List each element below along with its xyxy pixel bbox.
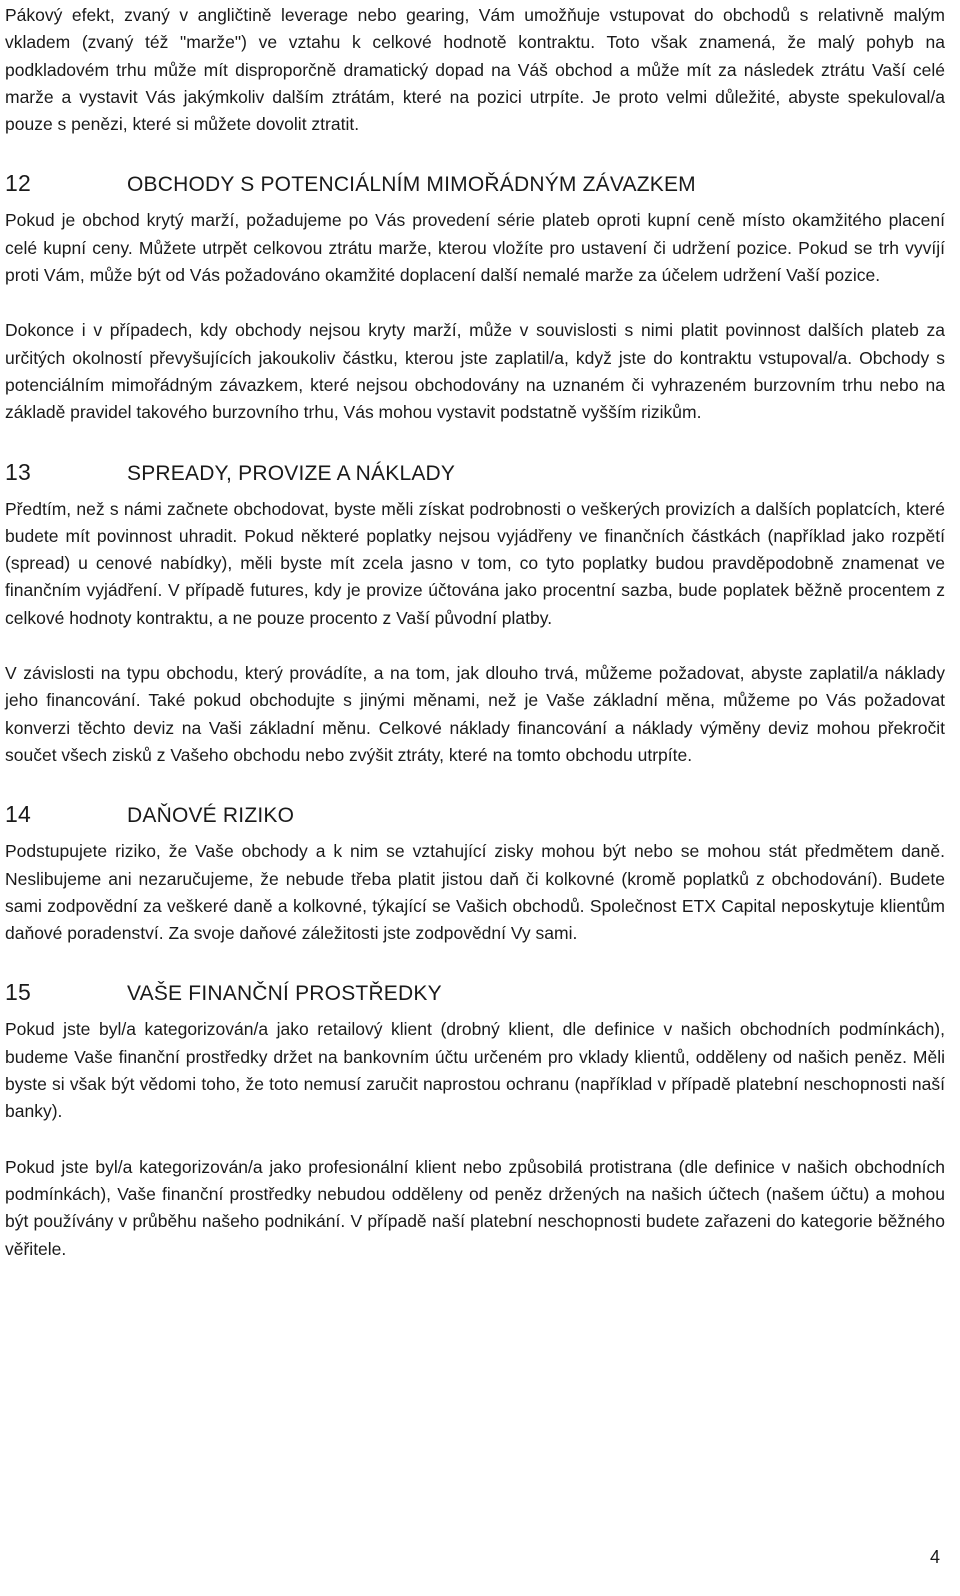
section-title: SPREADY, PROVIZE A NÁKLADY — [127, 461, 456, 485]
section-paragraph: Pokud jste byl/a kategorizován/a jako retailový klient (drobný klient, dle definice v našich obchodních podmínkách), budeme Vaše finanční prostředky držet na bankovním účtu určeném pro vklady klientů, odděleny od našich peněz. Měli byste si však být vědomi toho, že toto nemusí zaručit naprostou ochranu (například v případě platební neschopnosti naší banky). — [5, 1019, 945, 1122]
section-15 — [5, 968, 945, 1262]
document-page — [5, 2, 945, 1263]
section-title: DAŇOVÉ RIZIKO — [127, 804, 295, 828]
section-13 — [5, 448, 945, 770]
section-paragraph: Dokonce i v případech, kdy obchody nejsou kryty marží, může v souvislosti s nimi platit povinnost dalších plateb za určitých okolností převyšujících jakoukoliv částku, kterou jste zaplatil/a, když jste do kontraktu vstupoval/a. Obchody s potenciálním mimořádným závazkem, které nejsou obchodovány na uznaném či vyhrazeném burzovním trhu nebo na základě pravidel takového burzovního trhu, Vás mohou vystavit podstatně vyšším rizikům. — [5, 320, 945, 423]
page-number: 4 — [929, 1547, 940, 1567]
section-paragraph: Pokud jste byl/a kategorizován/a jako profesionální klient nebo způsobilá protistrana (dle definice v našich obchodních podmínkách), Vaše finanční prostředky nebudou odděleny od peněz držených na našich účtech (našem účtu) a mohou být používány v průběhu našeho podnikání. V případě naší platební neschopnosti budete zařazeni do kategorie běžného věřitele. — [5, 1156, 945, 1259]
section-12 — [5, 159, 945, 426]
section-paragraph: Pokud je obchod krytý marží, požadujeme po Vás provedení série plateb oproti kupní ceně místo okamžitého placení celé kupní ceny. Můžete utrpět celkovou ztrátu marže, kterou vložíte pro ustavení či udržení pozice. Pokud se trh vyvíjí proti Vám, může být od Vás požadováno okamžité doplacení další nemalé marže za účelem udržení Vaší pozice. — [5, 210, 945, 286]
section-number: 13 — [5, 458, 31, 485]
section-number: 15 — [5, 979, 31, 1006]
section-paragraph: V závislosti na typu obchodu, který provádíte, a na tom, jak dlouho trvá, můžeme požadovat, abyste zaplatil/a náklady jeho financování. Také pokud obchodujte s jinými měnami, než je Vaše základní měna, můžeme po Vás požadovat konverzi těchto deviz na Vaši základní měnu. Celkové náklady financování a náklady výměny deviz mohou překročit součet všech zisků z Vašeho obchodu nebo zvýšit ztráty, které na tomto obchodu utrpíte. — [5, 663, 945, 765]
section-paragraph: Předtím, než s námi začnete obchodovat, byste měli získat podrobnosti o veškerých provizích a dalších poplatcích, které budete mít povinnost uhradit. Pokud některé poplatky nejsou vyjádřeny ve finančních částkách (například jako rozpětí (spread) u cenové nabídky), měli byste mít zcela jasno v tom, co tyto poplatky budou pravděpodobně znamenat ve finančním vyjádření. V případě futures, kdy je provize účtována jako procentní sazba, bude poplatek běžně procentem z celkové hodnoty kontraktu, a ne pouze procento z Vaší původní platby. — [5, 498, 945, 628]
intro-paragraph: Pákový efekt, zvaný v angličtině leverage nebo gearing, Vám umožňuje vstupovat do obchodů s relativně malým vkladem (zvaný též "marže") ve vztahu k celkové hodnotě kontraktu. Toto však znamená, že malý pohyb na podkladovém trhu může mít disproporčně dramatický dopad na Váš obchod a může mít za následek ztrátu Vaší celé marže a vystavit Vás jakýmkoliv dalším ztrátám, které na pozici utrpíte. Je proto velmi důležité, abyste spekuloval/a pouze s penězi, které si můžete dovolit ztratit. — [5, 5, 945, 135]
section-heading — [5, 159, 945, 207]
section-paragraph: Podstupujete riziko, že Vaše obchody a k nim se vztahující zisky mohou být nebo se mohou stát předmětem daně. Neslibujeme ani nezaručujeme, že nebude třeba platit jistou daň či kolkovné (kromě poplatků z obchodování). Budete sami zodpovědní za veškeré daně a kolkovné, týkající se Vašich obchodů. Společnost ETX Capital neposkytuje klientům daňové poradenství. Za svoje daňové záležitosti jste zodpovědní Vy sami. — [5, 841, 945, 944]
section-number: 12 — [5, 170, 31, 197]
section-heading — [5, 968, 945, 1016]
section-number: 14 — [5, 801, 31, 828]
section-title: VAŠE FINANČNÍ PROSTŘEDKY — [127, 982, 442, 1006]
section-heading — [5, 448, 945, 496]
section-title: OBCHODY S POTENCIÁLNÍM MIMOŘÁDNÝM ZÁVAZKEM — [127, 173, 696, 197]
section-14 — [5, 790, 945, 947]
section-heading — [5, 790, 945, 838]
